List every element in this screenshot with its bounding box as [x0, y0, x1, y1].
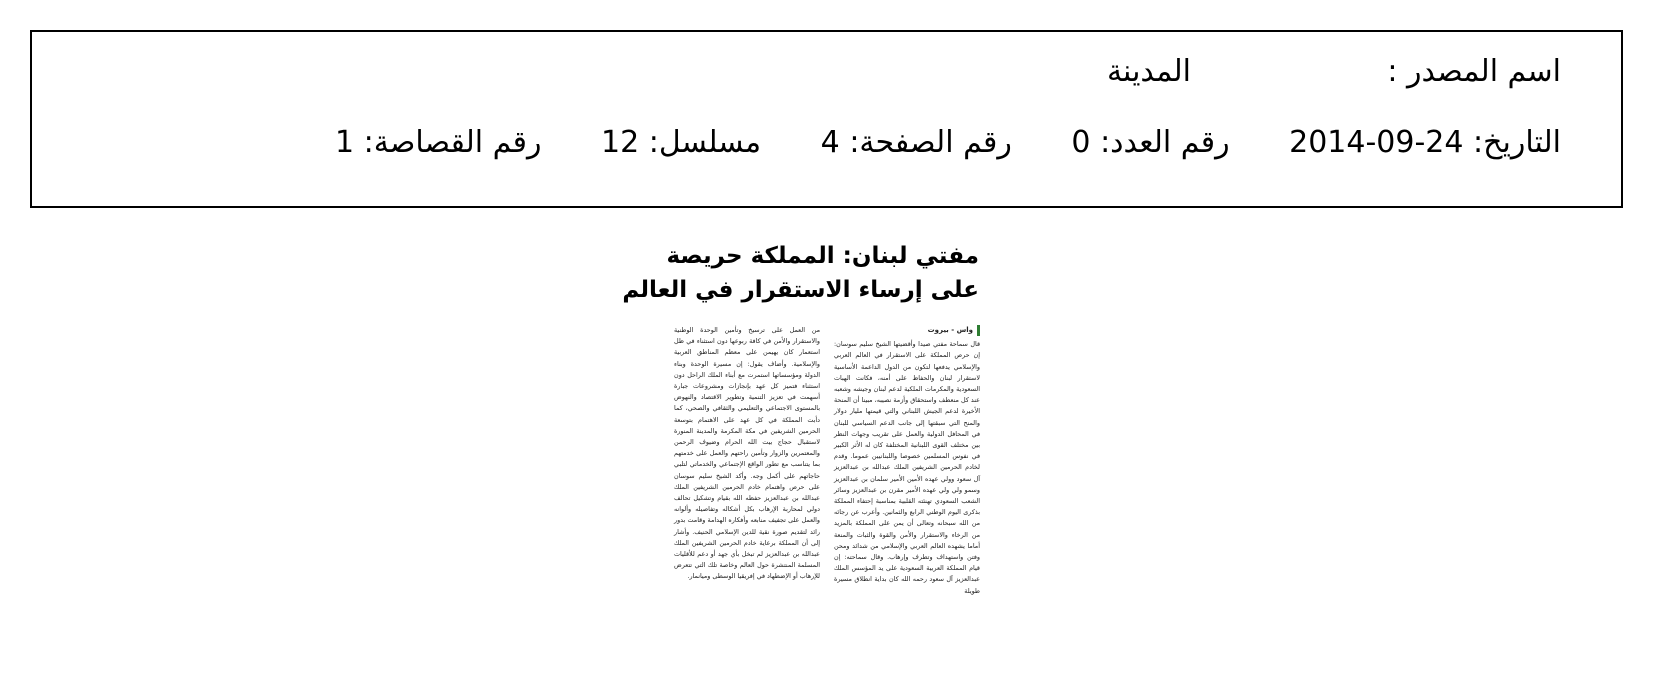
headline-line-2: على إرساء الاستقرار في العالم — [622, 277, 979, 303]
article-body — [674, 325, 980, 680]
issue-label: رقم العدد: — [1100, 125, 1230, 160]
date-label: التاريخ: — [1473, 125, 1561, 160]
headline-line-1: مفتي لبنان: المملكة حريصة — [666, 243, 979, 269]
page-value: 4 — [820, 125, 840, 160]
column-right-text: قال سماحة مفتي صيدا وأقضيتها الشيخ سليم سوسان: إن حرص المملكة على الاستقرار في العالم العربي والإسلامي يدفعها لتكون من الدول الداعمة الأساسية لاستقرار لبنان والحفاظ على أمنه، فكانت الهبات السعودية والمكرمات الملكية لدعم لبنان وجيشه وشعبه عند كل منعطف واستحقاق وأزمة نصيبه، مبينا أن المنحة الأخيرة لدعم الجيش اللبناني والتي قيمتها مليار دولار والمنح التي سبقتها إلى جانب الدعم السياسي للبنان في المحافل الدولية والعمل على تقريب وجهات النظر بين مختلف القوى اللبنانية المختلفة كان له الأثر الكبير في نفوس المسلمين خصوصا واللبنانيين عموما. وقدم لخادم الحرمين الشريفين الملك عبدالله بن عبدالعزيز آل سعود وولي عهده الأمين الأمير سلمان بن عبدالعزيز وسمو ولي ولي عهده الأمير مقرن بن عبدالعزيز وسائر الشعب السعودي تهنئته القلبية بمناسبة إحتفاء المملكة بذكرى اليوم الوطني الرابع والثمانين. وأعرب عن رجائه من الله سبحانه وتعالى أن يمن على المملكة بالمزيد من الرخاء والاستقرار والأمن والقوة والثبات والمنعة أماما يشهده العالم العربي والإسلامي من شدائد ومحن وفتن واستهداف وتطرف وإرهاب. وقال سماحته: إن قيام المملكة العربية السعودية على يد المؤسس الملك عبدالعزيز آل سعود رحمه الله كان بداية انطلاق مسيرة طويلة — [834, 340, 980, 595]
clipping-value: 1 — [335, 125, 355, 160]
source-value: المدينة — [1106, 54, 1191, 89]
issue-value: 0 — [1071, 125, 1091, 160]
column-left-text: من العمل على ترسيخ وتأمين الوحدة الوطنية والاستقرار والأمن في كافة ربوعها دون استثناء في ظل استعمار كان يهيمن على معظم المناطق العربية والإسلامية. وأضاف يقول: إن مسيرة الوحدة وبناء الدولة ومؤسساتها استمرت مع أبناء الملك الراحل دون استثناء فتميز كل عهد بإنجازات ومشروعات جبارة أسهمت في تعزيز التنمية وتطوير الاقتصاد والنهوض بالمستوى الاجتماعي والتعليمي والثقافي والصحي، كما دأبت المملكة في كل عهد على الاهتمام بتوسعة الحرمين الشريفين في مكة المكرمة والمدينة المنورة لاستقبال حجاج بيت الله الحرام وضيوف الرحمن والمعتمرين والزوار وتأمين راحتهم والعمل على خدمتهم بما يتناسب مع تطور الواقع الإجتماعي والخدماتي لتلبي حاجاتهم على أكمل وجه. وأكد الشيخ سليم سوسان على حرص واهتمام خادم الحرمين الشريفين الملك عبدالله بن عبدالعزيز حفظه الله بقيام وتشكيل تحالف دولي لمحاربة الإرهاب بكل أشكاله وتفاصيله وألوانه والعمل على تجفيف منابعه وأفكاره الهدامة وقامت بدور رائد لتقديم صورة نقية للدين الإسلامي الحنيف. وأشار إلى أن المملكة برعاية خادم الحرمين الشريفين الملك عبدالله بن عبدالعزيز لم تبخل بأي جهد أو دعم للأقليات المسلمة المنتشرة حول العالم وخاصة تلك التي تتعرض للإرهاب أو الإضطهاد في إفريقيا الوسطى وميانمار. — [674, 326, 820, 581]
news-clipping — [622, 240, 985, 685]
source-label: اسم المصدر : — [1387, 54, 1561, 89]
date-value: 2014-09-24 — [1289, 125, 1464, 160]
clipping-label: رقم القصاصة: — [363, 125, 542, 160]
details-row — [261, 125, 1561, 161]
page-label: رقم الصفحة: — [849, 125, 1012, 160]
serial-label: مسلسل: — [648, 125, 762, 160]
byline: واس - بيروت — [928, 325, 980, 336]
article-column-right — [834, 325, 980, 680]
article-column-left — [674, 325, 820, 680]
metadata-box — [30, 30, 1623, 208]
serial-value: 12 — [601, 125, 640, 160]
